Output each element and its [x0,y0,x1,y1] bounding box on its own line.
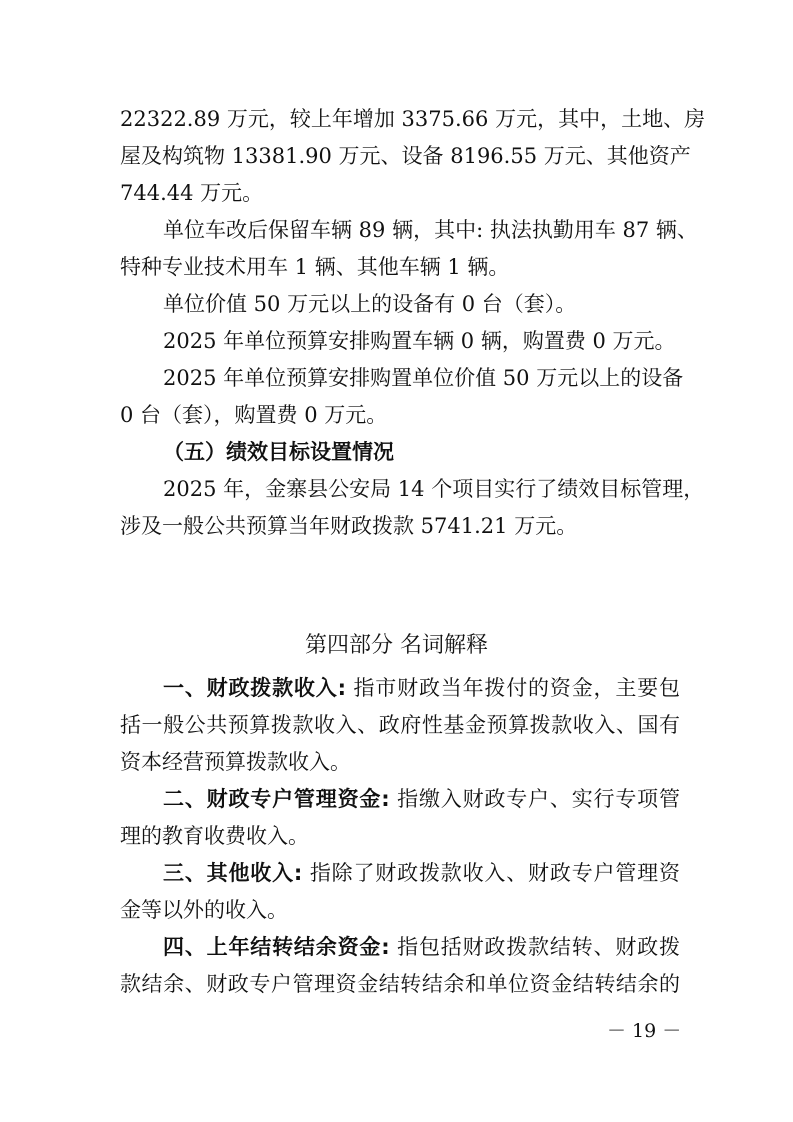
term-text: 指包括财政拨款结转、财政拨 [389,935,680,959]
term-label: 四、上年结转结余资金: [163,935,390,959]
term-text: 指市财政当年拨付的资金，主要包 [345,676,680,700]
part-heading: 第四部分 名词解释 [305,633,488,658]
term-text: 指缴入财政专户、实行专项管 [389,787,680,811]
body-line: 单位价值 50 万元以上的设备有 0 台（套）。 [163,292,577,316]
term-line [163,673,680,703]
body-line: 0 台（套），购置费 0 万元。 [120,403,388,427]
term-label: 二、财政专户管理资金: [163,787,390,811]
term-line [163,858,680,888]
term-line [163,784,680,814]
term-line: 金等以外的收入。 [120,898,288,922]
body-line: 2025 年，金寨县公安局 14 个项目实行了绩效目标管理， [163,477,705,501]
section-subheading: （五）绩效目标设置情况 [163,440,394,464]
body-line: 22322.89 万元，较上年增加 3375.66 万元，其中，土地、房 [120,107,706,131]
body-line: 涉及一般公共预算当年财政拨款 5741.21 万元。 [120,514,578,538]
body-line: 特种专业技术用车 1 辆、其他车辆 1 辆。 [120,255,510,279]
term-label: 一、财政拨款收入: [163,676,346,700]
term-line: 资本经营预算拨款收入。 [120,750,351,774]
body-line: 单位车改后保留车辆 89 辆，其中: 执法执勤用车 87 辆、 [163,218,698,242]
term-line: 款结余、财政专户管理资金结转结余和单位资金结转结余的 [120,972,680,996]
term-line: 理的教育收费收入。 [120,824,309,848]
body-line: 2025 年单位预算安排购置车辆 0 辆，购置费 0 万元。 [163,329,676,353]
term-line [163,932,680,962]
term-line: 括一般公共预算拨款收入、政府性基金预算拨款收入、国有 [120,713,680,737]
body-line: 744.44 万元。 [120,181,264,205]
body-line: 2025 年单位预算安排购置单位价值 50 万元以上的设备 [163,366,684,390]
body-line: 屋及构筑物 13381.90 万元、设备 8196.55 万元、其他资产 [120,144,691,168]
page-number: － 19 － [607,1020,682,1042]
term-text: 指除了财政拨款收入、财政专户管理资 [302,861,680,885]
term-label: 三、其他收入: [163,861,303,885]
